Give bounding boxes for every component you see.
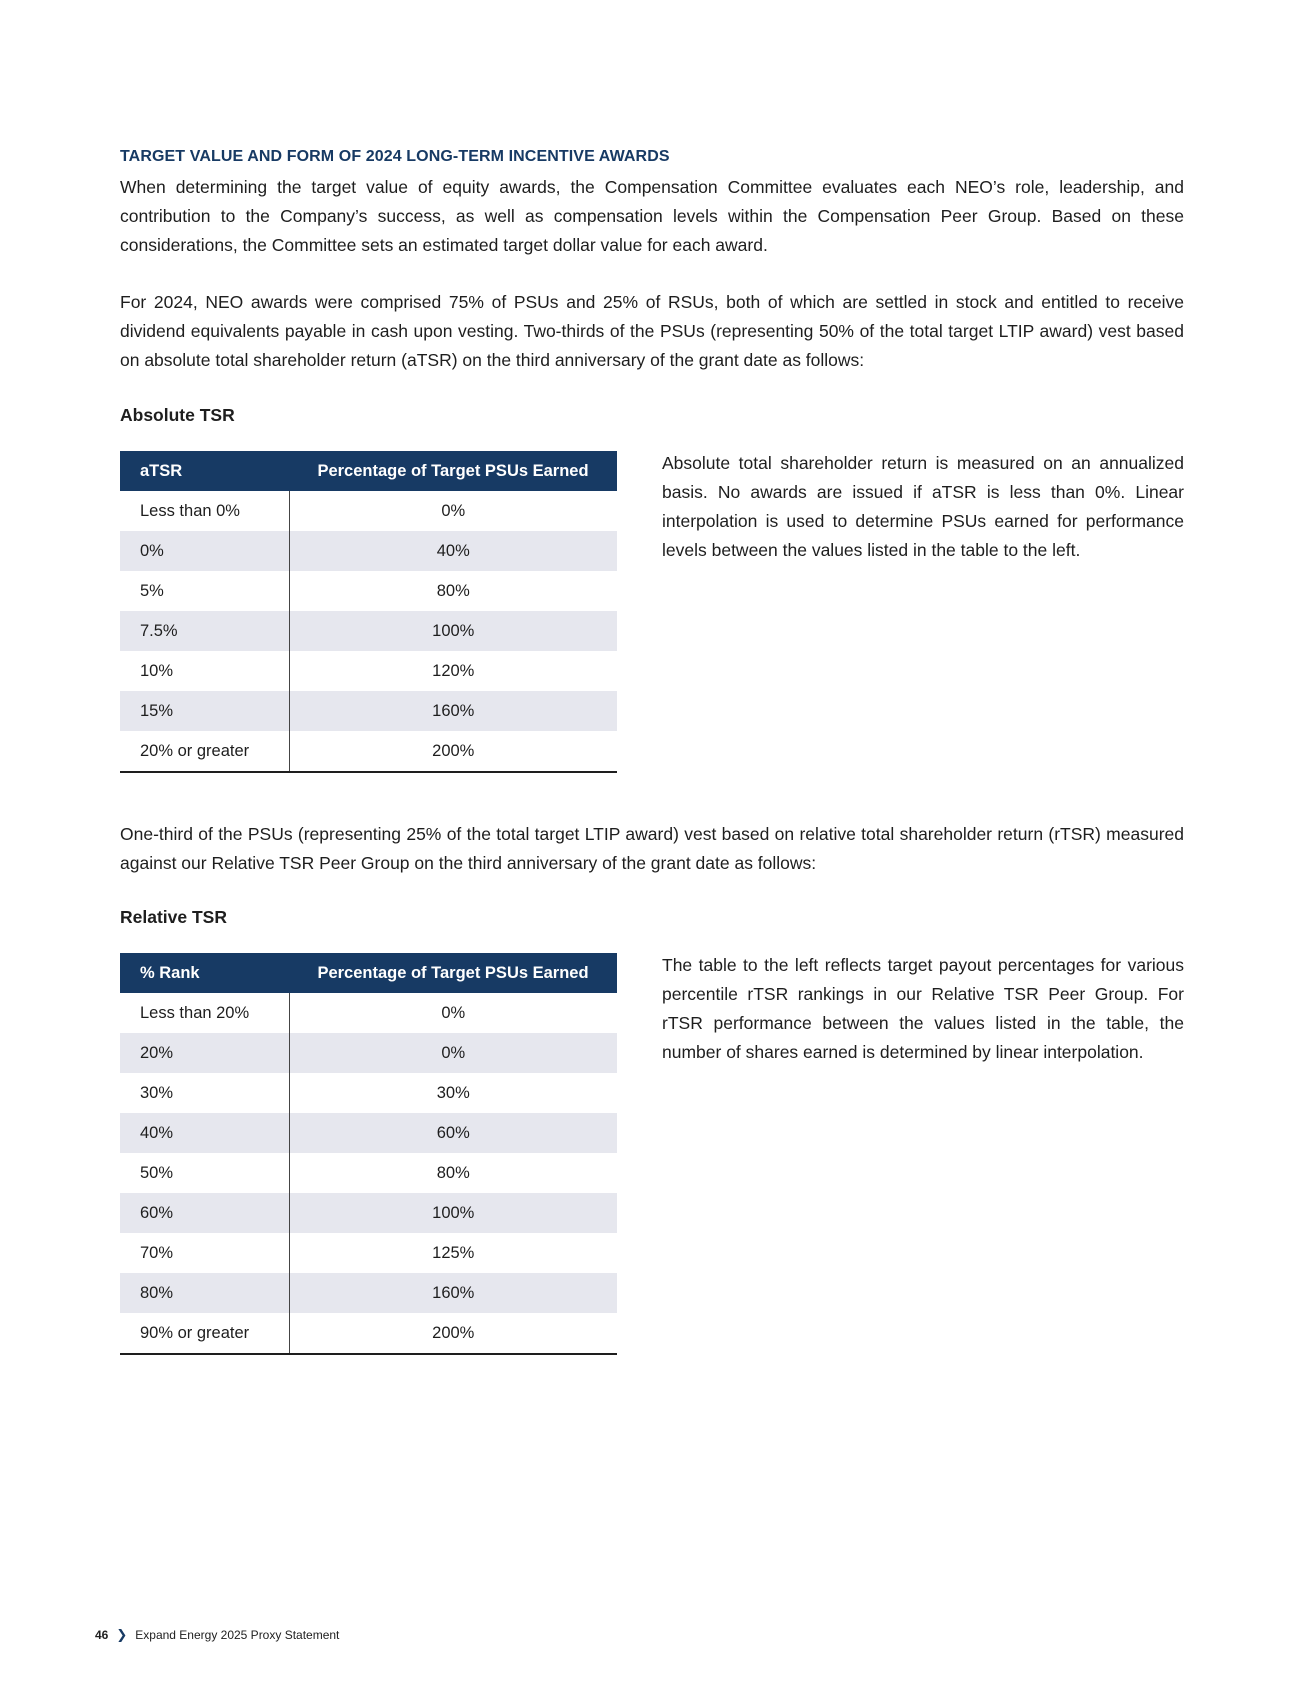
- table-row: [120, 1033, 617, 1073]
- intro-paragraph: When determining the target value of equity awards, the Compensation Committee evaluates each NEO’s role, leadership, and contribution to the Company’s success, as well as compensation levels within the Compensation Peer Group. Based on these considerations, the Committee sets an estimated target dollar value for each award.: [120, 177, 1184, 255]
- row-value-cell: 60%: [436, 1123, 470, 1142]
- row-label-cell: 10%: [120, 651, 289, 691]
- table-header-row: [120, 953, 617, 993]
- column-header: Percentage of Target PSUs Earned: [289, 953, 617, 993]
- table-row: [120, 571, 617, 611]
- table-row: [120, 1313, 617, 1354]
- table-header-row: [120, 451, 617, 491]
- table-row: [120, 1113, 617, 1153]
- row-label-cell: 20%: [120, 1033, 289, 1073]
- row-label-cell: 40%: [120, 1113, 289, 1153]
- table-row: [120, 651, 617, 691]
- chevron-right-icon: ❯: [116, 1627, 128, 1642]
- relative-tsr-table: [120, 953, 617, 1355]
- row-value-cell: 100%: [432, 1203, 475, 1222]
- document-title: Expand Energy 2025 Proxy Statement: [135, 1628, 340, 1642]
- row-value-cell: 80%: [436, 1163, 470, 1182]
- row-value-cell: 200%: [289, 1313, 617, 1354]
- relative-tsr-heading: Relative TSR: [120, 907, 227, 927]
- row-label-cell: 5%: [120, 571, 289, 611]
- table-row: [120, 731, 617, 772]
- table-row: [120, 1153, 617, 1193]
- table-row: [120, 1273, 617, 1313]
- table-row: [120, 531, 617, 571]
- section-title: TARGET VALUE AND FORM OF 2024 LONG-TERM INCENTIVE AWARDS: [120, 148, 670, 165]
- table-row: [120, 491, 617, 531]
- relative-tsr-paragraph: One-third of the PSUs (representing 25% of the total target LTIP award) vest based on relative total shareholder return (rTSR) measured against our Relative TSR Peer Group on the third anniversary of the grant date as follows:: [120, 824, 1184, 873]
- row-value-cell: 0%: [441, 1043, 466, 1062]
- award-mix-paragraph: For 2024, NEO awards were comprised 75% of PSUs and 25% of RSUs, both of which are settled in stock and entitled to receive dividend equivalents payable in cash upon vesting. Two-thirds of the PSUs (representing 50% of the total target LTIP award) vest based on absolute total shareholder return (aTSR) on the third anniversary of the grant date as follows:: [120, 292, 1184, 370]
- table-row: [120, 611, 617, 651]
- table-row: [120, 993, 617, 1033]
- page-footer: [95, 1627, 339, 1643]
- table-row: [120, 1073, 617, 1113]
- row-value-cell: 120%: [432, 661, 475, 680]
- row-label-cell: Less than 0%: [120, 491, 289, 531]
- table-row: [120, 1233, 617, 1273]
- row-value-cell: 80%: [436, 581, 470, 600]
- row-value-cell: 100%: [432, 621, 475, 640]
- page-number: 46: [95, 1628, 109, 1642]
- column-header: aTSR: [120, 451, 289, 491]
- column-header: Percentage of Target PSUs Earned: [289, 451, 617, 491]
- table-row: [120, 1193, 617, 1233]
- row-value-cell: 160%: [432, 701, 475, 720]
- relative-tsr-note: The table to the left reflects target payout percentages for various percentile rTSR rankings in our Relative TSR Peer Group. For rTSR performance between the values listed in the table, the number of shares earned is determined by linear interpolation.: [662, 955, 1184, 1062]
- row-label-cell: 60%: [120, 1193, 289, 1233]
- row-value-cell: 0%: [441, 501, 466, 520]
- absolute-tsr-table: [120, 451, 617, 773]
- column-header: % Rank: [120, 953, 289, 993]
- row-label-cell: 30%: [120, 1073, 289, 1113]
- row-value-cell: 125%: [432, 1243, 475, 1262]
- row-value-cell: 0%: [441, 1003, 466, 1022]
- row-label-cell: 80%: [120, 1273, 289, 1313]
- table-row: [120, 691, 617, 731]
- row-value-cell: 160%: [432, 1283, 475, 1302]
- row-label-cell: 70%: [120, 1233, 289, 1273]
- row-value-cell: 30%: [436, 1083, 470, 1102]
- row-value-cell: 40%: [436, 541, 470, 560]
- absolute-tsr-heading: Absolute TSR: [120, 405, 235, 425]
- row-label-cell: Less than 20%: [120, 993, 289, 1033]
- row-value-cell: 200%: [289, 731, 617, 772]
- absolute-tsr-note: Absolute total shareholder return is measured on an annualized basis. No awards are issued if aTSR is less than 0%. Linear interpolation is used to determine PSUs earned for performance levels between the values listed in the table to the left.: [662, 453, 1184, 560]
- row-label-cell: 20% or greater: [120, 731, 289, 772]
- row-label-cell: 7.5%: [120, 611, 289, 651]
- row-label-cell: 15%: [120, 691, 289, 731]
- row-label-cell: 0%: [120, 531, 289, 571]
- row-label-cell: 90% or greater: [120, 1313, 289, 1354]
- row-label-cell: 50%: [120, 1153, 289, 1193]
